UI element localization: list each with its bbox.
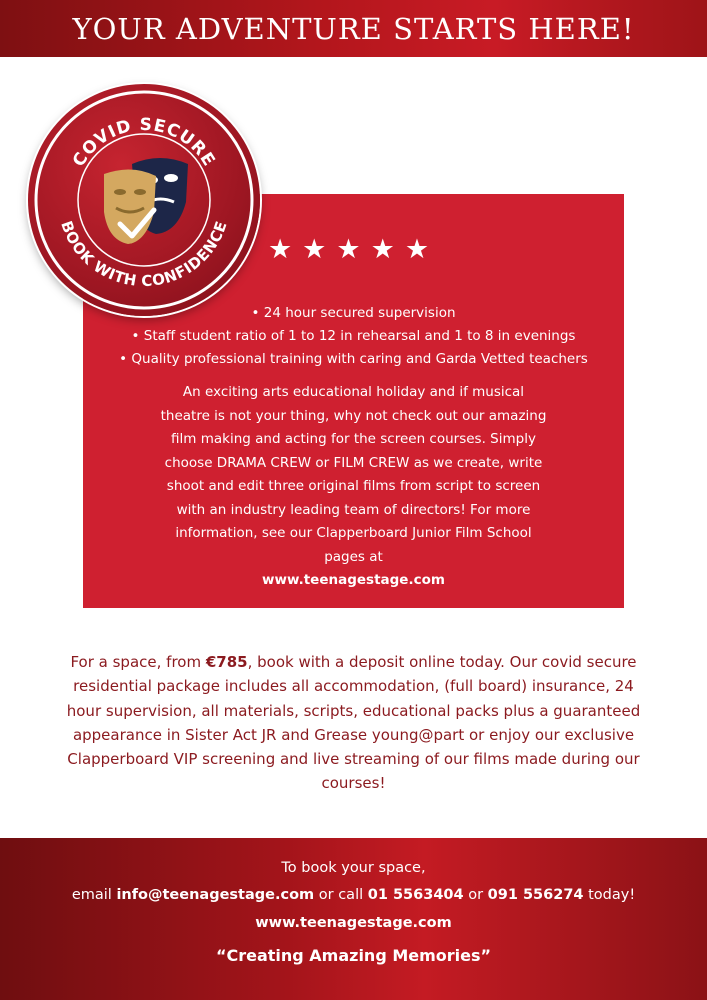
star-icon: ★ — [370, 234, 405, 265]
feature-bullet: • Quality professional training with caring and Garda Vetted teachers — [119, 351, 588, 367]
covid-secure-badge — [28, 84, 260, 316]
website-link[interactable]: www.teenagestage.com — [262, 572, 445, 588]
booking-info — [60, 650, 647, 796]
star-icon: ★ — [267, 234, 303, 265]
info-body: , book with a deposit online today. Our covid secure residential package includes all accommodation, (full board) insurance, 24 hour supervision, all materials, scripts, educational packs plus a guaranteed appearance in Sister Act JR and Grease young@part or enjoy our exclusive Clapperboard VIP screening and live streaming of our films made during our courses! — [66, 653, 641, 793]
course-description — [160, 381, 547, 593]
badge-graphic — [28, 84, 260, 316]
footer-website-link[interactable]: www.teenagestage.com — [255, 915, 452, 931]
page-headline: YOUR ADVENTURE STARTS HERE! — [72, 11, 635, 46]
feature-bullet: • Staff student ratio of 1 to 12 in rehearsal and 1 to 8 in evenings — [131, 328, 576, 344]
star-icon: ★ — [404, 234, 440, 265]
badge-top-text: COVID SECURE — [68, 114, 220, 171]
email-link[interactable]: info@teenagestage.com — [116, 887, 315, 903]
call-text: or call — [314, 887, 368, 903]
footer — [0, 838, 707, 1000]
email-prefix: email — [71, 887, 117, 903]
contact-suffix: today! — [583, 887, 636, 903]
info-intro: For a space, from — [70, 653, 206, 671]
top-banner — [0, 0, 707, 57]
star-icon: ★ — [302, 234, 337, 265]
footer-contact — [0, 887, 707, 903]
tagline: “Creating Amazing Memories” — [215, 946, 492, 965]
feature-bullet: • 24 hour secured supervision — [251, 305, 456, 321]
phone-link-dublin[interactable]: 01 5563404 — [367, 887, 464, 903]
price: €785 — [205, 653, 248, 671]
theatre-masks-icon — [104, 158, 188, 244]
footer-line: To book your space, — [281, 860, 426, 876]
badge-bottom-text: BOOK WITH CONFIDENCE — [57, 218, 231, 291]
or-text: or — [463, 887, 488, 903]
star-icon: ★ — [336, 234, 371, 265]
phone-link-galway[interactable]: 091 556274 — [487, 887, 584, 903]
description-text: An exciting arts educational holiday and if musical theatre is not your thing, why not check out our amazing film making and acting for the screen courses. Simply choose DRAMA CREW or FILM CREW as we create, write shoot and edit three original films from script to screen with an industry leading team of directors! For more information, see our Clapperboard Junior Film School pages at — [160, 384, 547, 565]
